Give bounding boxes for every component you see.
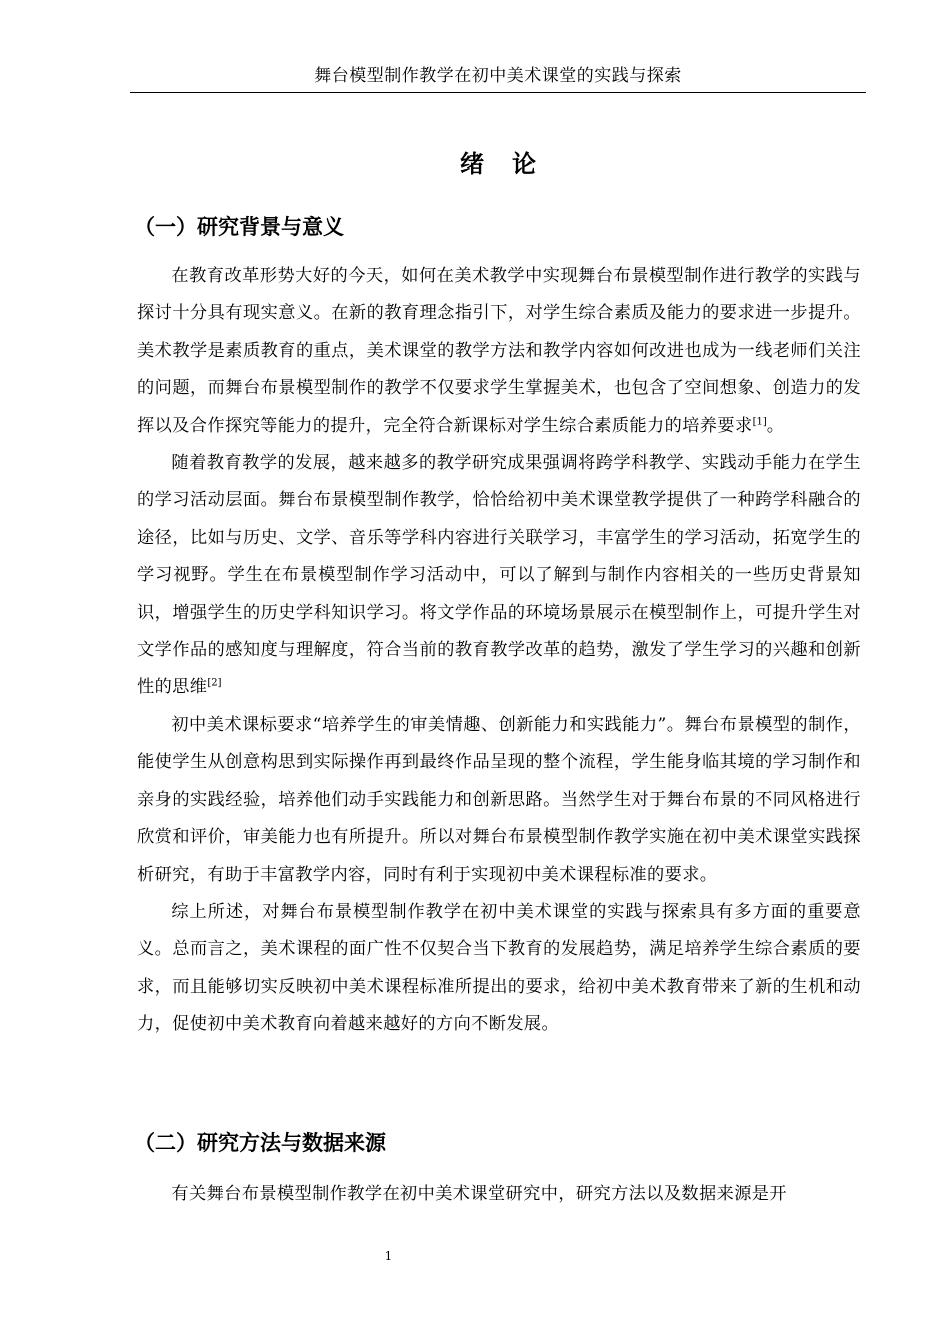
chapter-title: 绪论 xyxy=(460,150,564,178)
body-paragraph xyxy=(137,445,861,707)
section-heading-methods: （二）研究方法与数据来源 xyxy=(134,1131,386,1155)
section-body-methods xyxy=(137,1176,861,1213)
paragraph-tail: 。 xyxy=(766,415,785,436)
body-paragraph xyxy=(137,258,861,445)
body-paragraph xyxy=(137,894,861,1044)
section-body-background xyxy=(137,258,861,1044)
body-paragraph xyxy=(137,707,861,894)
header-rule xyxy=(130,92,866,93)
page-number: 1 xyxy=(384,1249,393,1263)
paragraph-text: 随着教育教学的发展，越来越多的教学研究成果强调将跨学科教学、实践动手能力在学生的学习活动层面。舞台布景模型制作教学，恰恰给初中美术课堂教学提供了一种跨学科融合的途径，比如与历史、文学、音乐等学科内容进行关联学习，丰富学生的学习活动，拓宽学生的学习视野。学生在布景模型制作学习活动中，可以了解到与制作内容相关的一些历史背景知识，增强学生的历史学科知识学习。将文学作品的环境场景展示在模型制作上，可提升学生对文学作品的感知度与理解度，符合当前的教育教学改革的趋势，激发了学生学习的兴趣和创新性的思维 xyxy=(137,453,861,698)
paragraph-text: 有关舞台布景模型制作教学在初中美术课堂研究中，研究方法以及数据来源是开 xyxy=(171,1184,787,1204)
citation-ref: [2] xyxy=(207,677,222,689)
section-heading-background: （一）研究背景与意义 xyxy=(134,215,344,239)
paragraph-text: 综上所述，对舞台布景模型制作教学在初中美术课堂的实践与探索具有多方面的重要意义。总而言之，美术课程的面广性不仅契合当下教育的发展趋势，满足培养学生综合素质的要求，而且能够切实反映初中美术课程标准所提出的要求，给初中美术教育带来了新的生机和动力，促使初中美术教育向着越来越好的方向不断发展。 xyxy=(137,901,861,1035)
citation-ref: [1] xyxy=(752,415,767,427)
paragraph-text: 初中美术课标要求“培养学生的审美情趣、创新能力和实践能力”。舞台布景模型的制作，能使学生从创意构思到实际操作再到最终作品呈现的整个流程，学生能身临其境的学习制作和亲身的实践经验，培养他们动手实践能力和创新思路。当然学生对于舞台布景的不同风格进行欣赏和评价，审美能力也有所提升。所以对舞台布景模型制作教学实施在初中美术课堂实践探析研究，有助于丰富教学内容，同时有利于实现初中美术课程标准的要求。 xyxy=(137,714,861,885)
running-header: 舞台模型制作教学在初中美术课堂的实践与探索 xyxy=(314,66,682,86)
body-paragraph xyxy=(137,1176,861,1213)
paragraph-text: 在教育改革形势大好的今天，如何在美术教学中实现舞台布景模型制作进行教学的实践与探讨十分具有现实意义。在新的教育理念指引下，对学生综合素质及能力的要求进一步提升。美术教学是素质教育的重点，美术课堂的教学方法和教学内容如何改进也成为一线老师们关注的问题，而舞台布景模型制作的教学不仅要求学生掌握美术，也包含了空间想象、创造力的发挥以及合作探究等能力的提升，完全符合新课标对学生综合素质能力的培养要求 xyxy=(137,266,861,436)
